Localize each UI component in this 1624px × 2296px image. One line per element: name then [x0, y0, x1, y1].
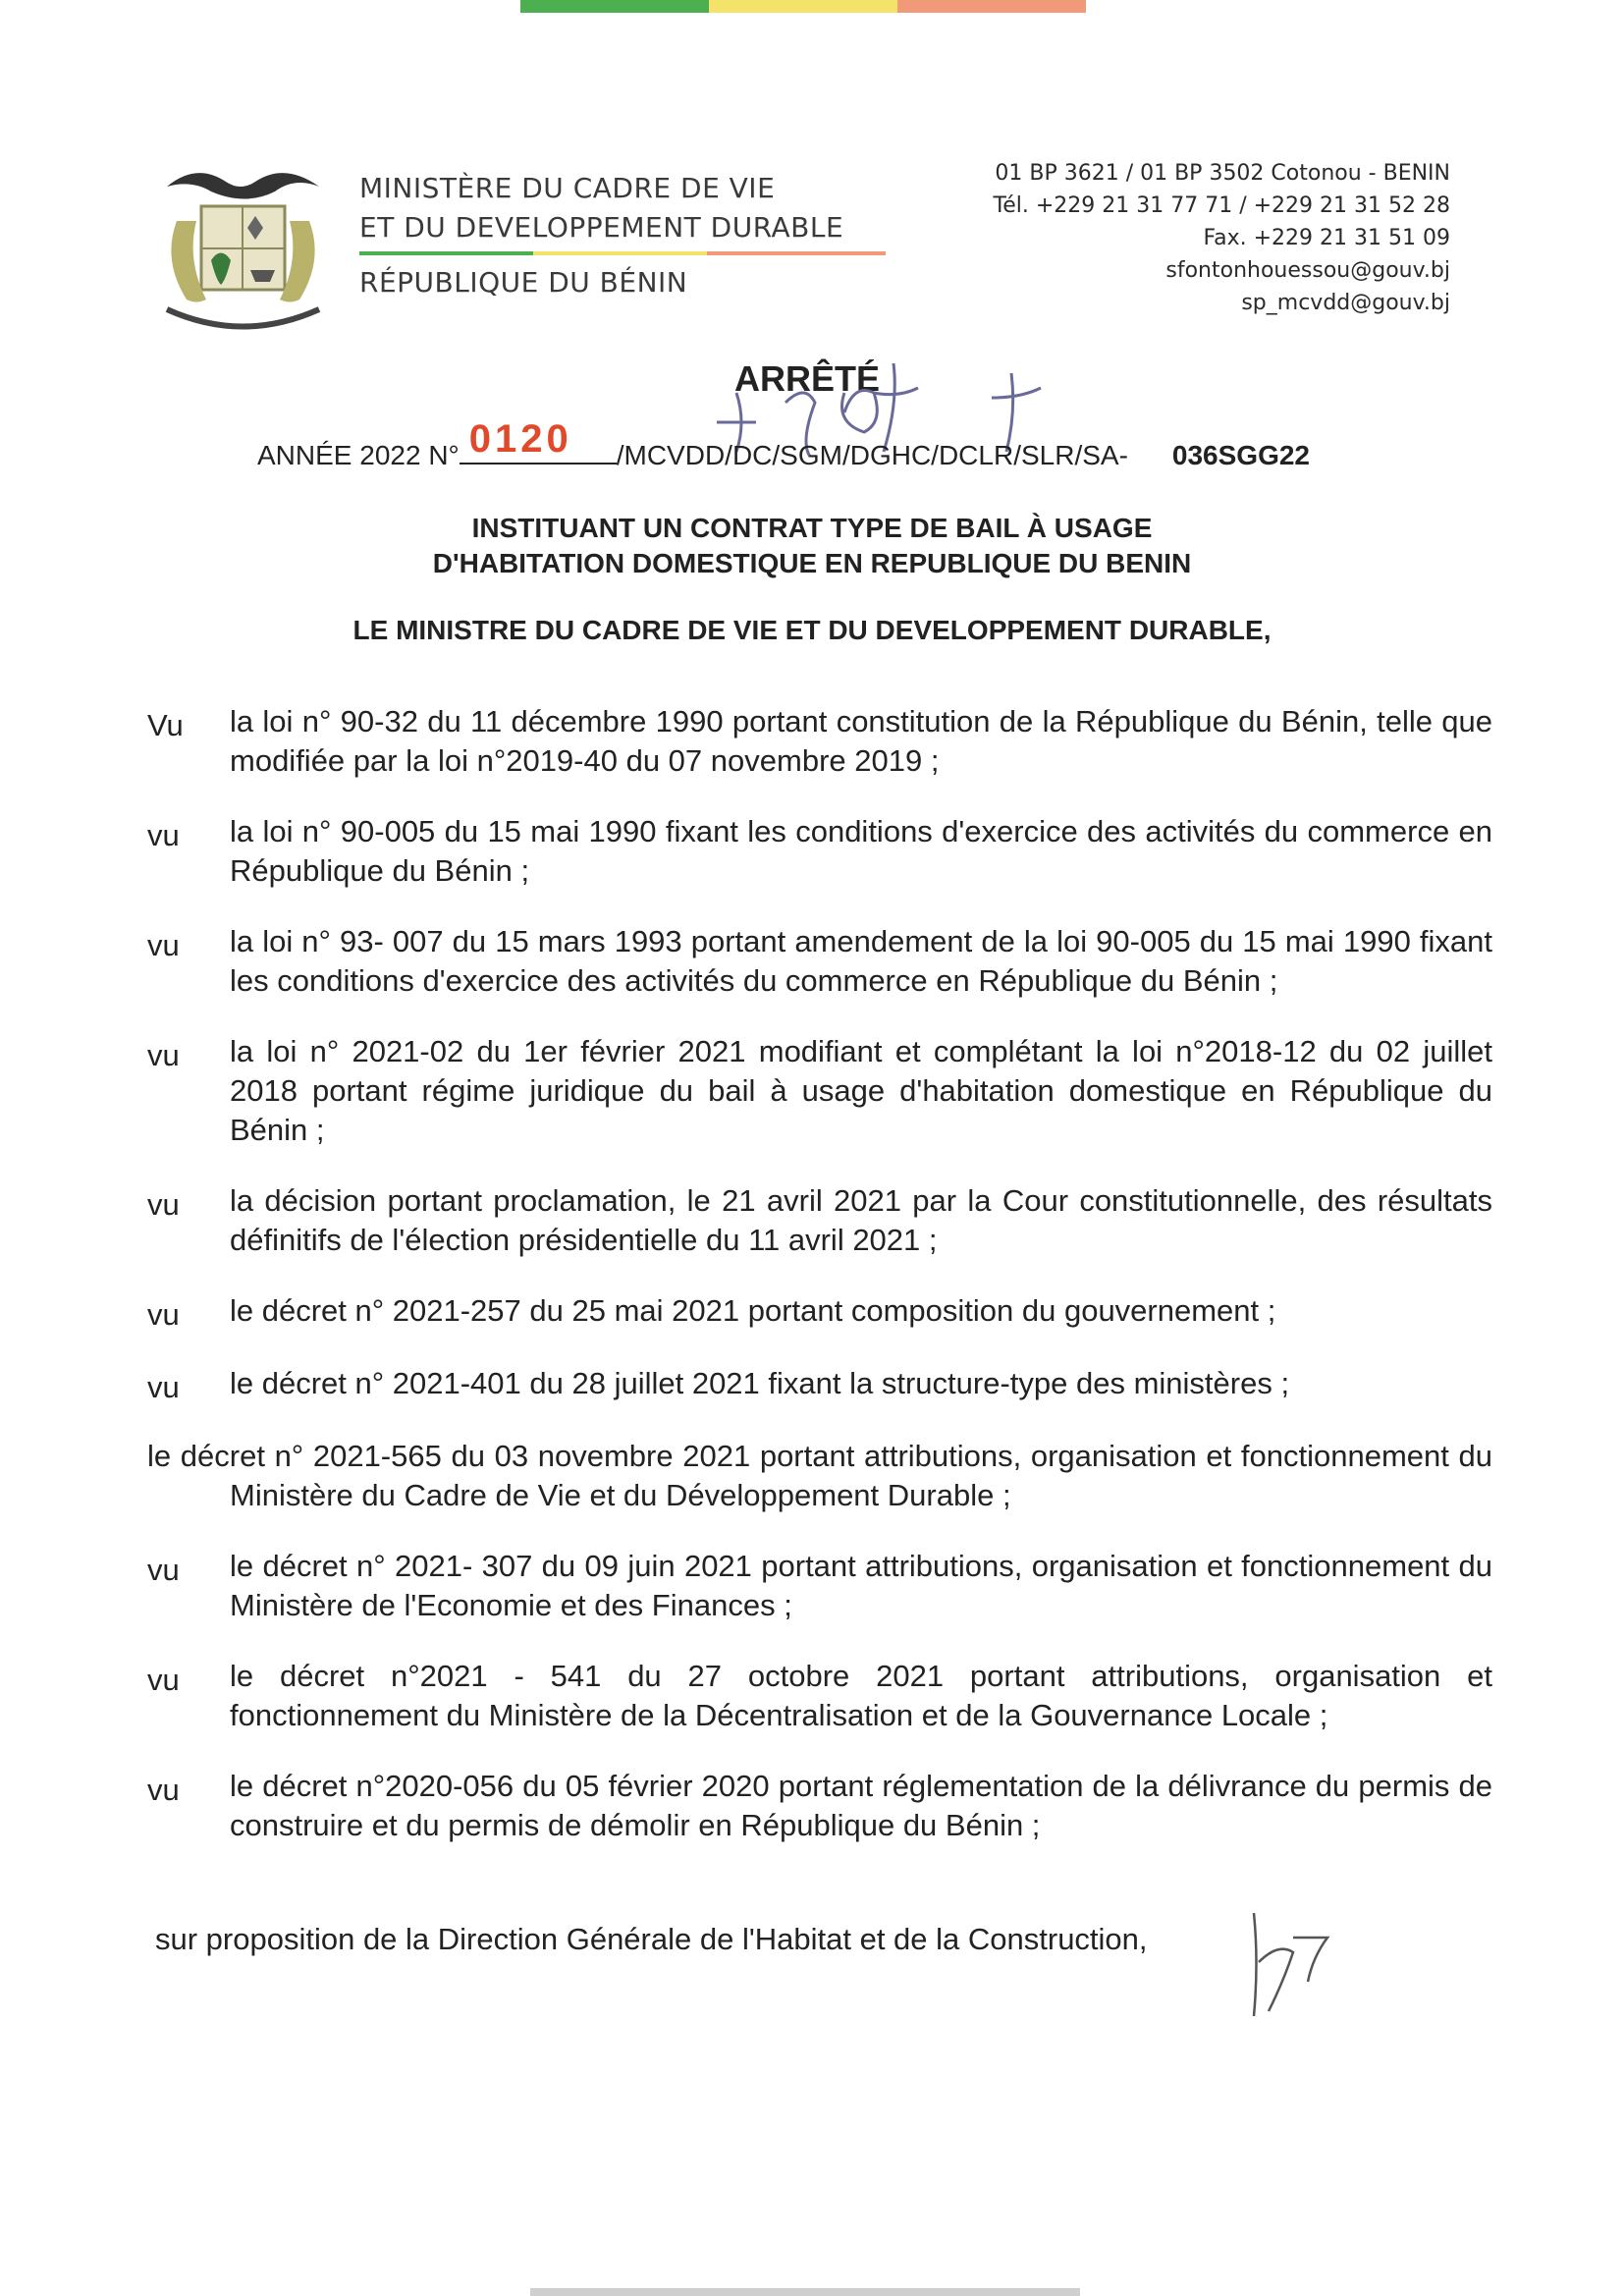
- visa-item: [147, 922, 1492, 1001]
- contact-fax: Fax. +229 21 31 51 09: [1203, 226, 1450, 250]
- visa-text: la loi n° 90-32 du 11 décembre 1990 portant constitution de la République du Bénin, telle que modifiée par la loi n°2019-40 du 07 novembre 2019 ;: [230, 704, 1492, 778]
- contact-address: 01 BP 3621 / 01 BP 3502 Cotonou - BENIN: [995, 161, 1450, 186]
- visa-text: la loi n° 2021-02 du 1er février 2021 modifiant et complétant la loi n°2018-12 du 02 juillet 2018 portant régime juridique du bail à usage d'habitation domestique en République du Bénin ;: [230, 1034, 1492, 1147]
- visa-text: le décret n° 2021-257 du 25 mai 2021 portant composition du gouvernement ;: [230, 1293, 1276, 1328]
- document-type: ARRÊTÉ: [734, 358, 881, 399]
- visa-text: la loi n° 93- 007 du 15 mars 1993 portant amendement de la loi 90-005 du 15 mai 1990 fixant les conditions d'exercice des activités du commerce en République du Bénin ;: [230, 924, 1492, 998]
- visa-text: le décret n° 2021-565 du 03 novembre 2021 portant attributions, organisation et fonctionnement du Ministère du Cadre de Vie et du Développement Durable ;: [147, 1439, 1492, 1512]
- contact-email-1: sfontonhouessou@gouv.bj: [1165, 258, 1450, 283]
- proposal-text: sur proposition de la Direction Générale de l'Habitat et de la Construction,: [155, 1922, 1148, 1956]
- ministry-line1: MINISTÈRE DU CADRE DE VIE: [359, 172, 776, 204]
- visa-item: [147, 1437, 1492, 1515]
- contact-phone: Tél. +229 21 31 77 71 / +229 21 31 52 28: [993, 193, 1450, 218]
- ministry-block: [359, 169, 886, 302]
- flag-red: [897, 0, 1086, 13]
- visa-item: [147, 702, 1492, 781]
- visa-item: [147, 1657, 1492, 1735]
- year-label: ANNÉE 2022 N°: [257, 440, 460, 470]
- visa-text: la décision portant proclamation, le 21 avril 2021 par la Cour constitutionnelle, des résultats définitifs de l'élection présidentielle du 11 avril 2021 ;: [230, 1183, 1492, 1257]
- flag-green: [520, 0, 709, 13]
- number-stamp: [460, 417, 617, 465]
- coat-of-arms-icon: [147, 162, 339, 339]
- contact-block: [994, 157, 1450, 319]
- visa-key: vu: [147, 1663, 180, 1697]
- initials-signature-icon: [1239, 1903, 1347, 2021]
- visa-text: le décret n°2020-056 du 05 février 2020 portant réglementation de la délivrance du permis de construire et du permis de démolir en République du Bénin ;: [230, 1769, 1492, 1842]
- flag-stripe: [520, 0, 1086, 13]
- visa-item: [147, 1032, 1492, 1150]
- document-title: [0, 511, 1624, 581]
- minister-heading: LE MINISTRE DU CADRE DE VIE ET DU DEVELOPPEMENT DURABLE,: [352, 615, 1272, 645]
- visa-key: vu: [147, 1773, 180, 1807]
- visa-text: le décret n° 2021-401 du 28 juillet 2021 fixant la structure-type des ministères ;: [230, 1366, 1290, 1400]
- visa-text: la loi n° 90-005 du 15 mai 1990 fixant les conditions d'exercice des activités du commerce en République du Bénin ;: [230, 814, 1492, 888]
- flag-yellow: [709, 0, 897, 13]
- visa-list: [147, 702, 1492, 1877]
- visa-item: [147, 1181, 1492, 1260]
- visa-key: vu: [147, 1038, 180, 1072]
- tricolor-rule: [359, 251, 886, 255]
- title-line2: D'HABITATION DOMESTIQUE EN REPUBLIQUE DU BENIN: [432, 548, 1192, 578]
- visa-key: vu: [147, 928, 180, 962]
- republic-name: RÉPUBLIQUE DU BÉNIN: [359, 266, 688, 299]
- reference-2: 036SGG22: [1171, 440, 1311, 470]
- visa-item: [147, 1547, 1492, 1625]
- contact-email-2: sp_mcvdd@gouv.bj: [1241, 291, 1450, 315]
- document-number-line: [257, 417, 1311, 471]
- visa-item: [147, 1364, 1492, 1405]
- bottom-scan-mark: [530, 2288, 1080, 2296]
- visa-key: vu: [147, 1297, 180, 1332]
- visa-key: vu: [147, 1370, 180, 1404]
- visa-item: [147, 1767, 1492, 1845]
- visa-text: le décret n° 2021- 307 du 09 juin 2021 portant attributions, organisation et fonctionnement du Ministère de l'Economie et des Finances ;: [230, 1549, 1492, 1622]
- visa-key: vu: [147, 1187, 180, 1222]
- visa-item: [147, 1291, 1492, 1333]
- visa-key: Vu: [147, 708, 184, 742]
- visa-key: vu: [147, 1553, 180, 1587]
- visa-text: le décret n°2021 - 541 du 27 octobre 2021 portant attributions, organisation et fonctionnement du Ministère de la Décentralisation et de la Gouvernance Locale ;: [230, 1659, 1492, 1732]
- document-number: 0120: [468, 417, 572, 461]
- ministry-line2: ET DU DEVELOPPEMENT DURABLE: [359, 211, 844, 244]
- visa-item: [147, 812, 1492, 891]
- reference: /MCVDD/DC/SGM/DGHC/DCLR/SLR/SA-: [616, 440, 1128, 470]
- visa-key: vu: [147, 818, 180, 852]
- title-line1: INSTITUANT UN CONTRAT TYPE DE BAIL À USAGE: [471, 513, 1153, 543]
